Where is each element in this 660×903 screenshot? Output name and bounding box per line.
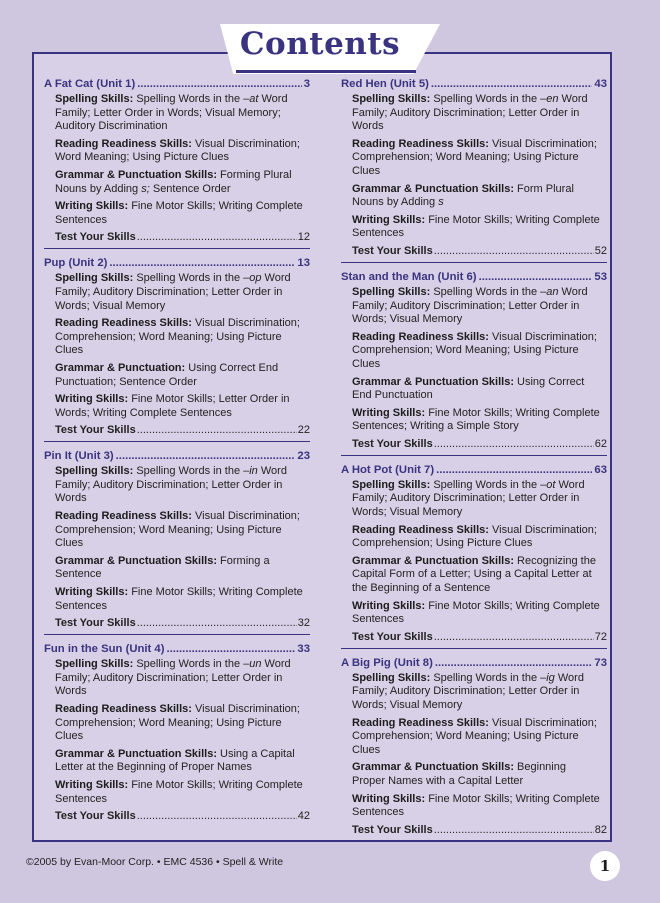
skill-text: Using Correct End Punctuation [352,375,585,402]
skill-text: Fine Motor Skills; Writing Complete Sentences; Writing a Simple Story [352,406,600,433]
dot-leader [434,438,594,450]
dot-leader [137,617,297,629]
skill-entry [352,672,607,713]
skill-text: Fine Motor Skills; Writing Complete Sentences [352,792,600,819]
skill-entry [352,793,607,820]
test-label: Test Your Skills [55,810,136,823]
left-column [44,78,310,832]
skill-label: Grammar & Punctuation Skills: [352,554,514,567]
test-page-number: 22 [297,424,310,437]
skill-label: Reading Readiness Skills: [55,703,192,715]
test-your-skills-entry[interactable] [352,245,607,259]
skill-text-continued: Word Family; Letter Order in Words; Visual Memory; Auditory Discrimination [55,93,288,133]
unit-divider [341,262,607,263]
dot-leader [137,231,297,243]
toc-unit [341,657,607,838]
skill-text: Spelling Words in the [136,658,244,671]
unit-divider [44,441,310,442]
skill-entry [55,555,310,582]
skill-emphasis: –ig [540,671,555,684]
skill-text: Visual Discrimination; Comprehension; Using Picture Clues [352,523,597,550]
skill-label: Writing Skills: [55,778,129,791]
skill-text: Visual Discrimination; Comprehension; Word Meaning; Using Picture Clues [55,703,300,743]
test-page-number: 62 [594,437,607,450]
skill-entry [352,331,607,372]
unit-page-number: 23 [297,450,310,463]
test-page-number: 52 [594,244,607,257]
skill-label: Reading Readiness Skills: [55,137,192,150]
test-your-skills-entry[interactable] [55,617,310,631]
skill-emphasis: –an [540,285,559,298]
unit-page-number: 13 [297,257,310,270]
skill-text: Visual Discrimination; Comprehension; Word Meaning; Using Picture Clues [352,330,597,370]
skill-entry [352,717,607,758]
skill-text-continued: Word Family; Auditory Discrimination; Letter Order in Words [55,658,291,698]
unit-title: A Hot Pot (Unit 7) [341,463,435,476]
skill-label: Spelling Skills: [352,285,431,298]
skill-label: Writing Skills: [55,393,129,406]
dot-leader [479,271,593,283]
right-column [341,78,607,846]
skill-emphasis: –ot [540,478,556,491]
skill-text: Visual Discrimination; Comprehension; Word Meaning; Using Picture Clues [352,716,597,756]
toc-unit [341,78,607,263]
skill-emphasis: –en [540,93,559,105]
unit-title: Pin It (Unit 3) [44,450,114,463]
skill-text: Visual Discrimination; Comprehension; Word Meaning; Using Picture Clues [55,317,300,357]
dot-leader [109,257,295,269]
footer-copyright: ©2005 by Evan-Moor Corp. • EMC 4536 • Spell & Write [26,856,284,868]
skill-label: Writing Skills: [352,213,426,226]
unit-heading[interactable] [44,450,310,465]
skill-label: Grammar & Punctuation Skills: [352,761,514,774]
skill-entry [352,138,607,179]
skill-entry [55,779,310,806]
skill-text: Recognizing the Capital Form of a Letter; Using a Capital Letter at the Beginning of a Sentence [352,554,596,595]
unit-heading[interactable] [341,271,607,286]
dot-leader [435,657,593,669]
test-label: Test Your Skills [55,424,136,437]
test-label: Test Your Skills [55,617,136,630]
skill-entry [55,658,310,699]
unit-page-number: 73 [594,656,607,669]
toc-unit [341,464,607,649]
unit-heading[interactable] [341,78,607,93]
skill-label: Grammar & Punctuation Skills: [55,747,217,760]
skill-entry [352,407,607,434]
skill-text: Form Plural Nouns by Adding [352,182,574,209]
test-page-number: 72 [594,630,607,643]
dot-leader [116,450,296,462]
skill-label: Grammar & Punctuation Skills: [55,554,217,567]
unit-page-number: 53 [594,270,607,283]
skill-entry [352,214,607,241]
page-title: Contents [239,26,401,62]
skill-entry [352,93,607,134]
skill-label: Writing Skills: [55,586,129,599]
skill-entry [352,524,607,551]
skill-text: Spelling Words in the [433,93,541,105]
skill-text: Fine Motor Skills; Letter Order in Words; Writing Complete Sentences [55,393,290,419]
unit-title: Fun in the Sun (Unit 4) [44,643,165,656]
skill-label: Writing Skills: [352,792,426,805]
skill-label: Spelling Skills: [55,272,134,285]
skill-entry [352,555,607,596]
unit-title: Stan and the Man (Unit 6) [341,270,477,283]
test-label: Test Your Skills [352,823,433,836]
skill-text: Spelling Words in the [136,93,244,105]
unit-page-number: 43 [594,78,607,90]
skill-label: Grammar & Punctuation Skills: [352,375,514,388]
skill-emphasis: –op [243,272,262,285]
skill-entry [352,183,607,210]
test-your-skills-entry[interactable] [352,631,607,645]
test-your-skills-entry[interactable] [352,438,607,452]
dot-leader [434,824,594,836]
skill-entry [55,138,310,165]
skill-label: Spelling Skills: [55,93,134,105]
dot-leader [434,245,594,257]
test-label: Test Your Skills [352,244,433,257]
skill-text: Spelling Words in the [136,272,244,285]
skill-emphasis: –in [243,465,258,478]
skill-entry [55,465,310,506]
skill-text: Fine Motor Skills; Writing Complete Sentences [55,586,303,612]
unit-heading[interactable] [341,464,607,479]
skill-entry [55,93,310,134]
unit-heading[interactable] [44,78,310,93]
unit-title: A Fat Cat (Unit 1) [44,78,136,90]
skill-text: Fine Motor Skills; Writing Complete Sentences [352,599,600,626]
dot-leader [166,643,295,655]
skill-label: Reading Readiness Skills: [55,317,192,330]
dot-leader [137,424,297,436]
skill-text-continued: Word Family; Auditory Discrimination; Letter Order in Words; Visual Memory [55,272,291,312]
skill-text-continued: Word Family; Auditory Discrimination; Letter Order in Words; Visual Memory [352,285,588,326]
test-your-skills-entry[interactable] [352,824,607,838]
skill-text-continued: Sentence Order [149,182,231,195]
unit-heading[interactable] [341,657,607,672]
test-label: Test Your Skills [55,231,136,244]
skill-entry [352,600,607,627]
skill-text: Spelling Words in the [433,671,541,684]
skill-text: Beginning Proper Names with a Capital Letter [352,761,566,787]
toc-unit [341,271,607,456]
dot-leader [137,810,297,822]
skill-label: Spelling Skills: [352,478,431,491]
skill-label: Reading Readiness Skills: [352,137,489,150]
skill-text: Forming a Sentence [55,554,270,581]
skill-text: Spelling Words in the [433,285,541,298]
skill-entry [55,393,310,420]
unit-heading[interactable] [44,643,310,658]
test-page-number: 42 [297,810,310,823]
skill-label: Grammar & Punctuation Skills: [352,182,514,195]
skill-text: Spelling Words in the [136,465,244,478]
test-your-skills-entry[interactable] [55,231,310,245]
skill-text-continued: Word Family; Auditory Discrimination; Letter Order in Words [352,93,588,133]
test-your-skills-entry[interactable] [55,424,310,438]
skill-text: Fine Motor Skills; Writing Complete Sentences [352,213,600,240]
skill-label: Reading Readiness Skills: [352,523,489,536]
toc-unit [44,643,310,824]
test-page-number: 82 [594,823,607,836]
skill-emphasis: s [438,196,444,209]
skill-label: Writing Skills: [352,599,426,612]
skill-entry [55,317,310,358]
skill-emphasis: –un [243,658,262,671]
skill-text: Using a Capital Letter at the Beginning of Proper Names [55,747,295,774]
skill-label: Writing Skills: [55,200,129,213]
dot-leader [137,78,301,90]
skill-label: Grammar & Punctuation: [55,361,186,374]
skill-label: Reading Readiness Skills: [55,510,192,523]
unit-title: Pup (Unit 2) [44,257,108,270]
skill-label: Reading Readiness Skills: [352,330,489,343]
test-label: Test Your Skills [352,630,433,643]
toc-unit [44,257,310,442]
dot-leader [431,78,593,90]
skill-text: Forming Plural Nouns by Adding [55,168,292,195]
unit-divider [44,248,310,249]
skill-entry [55,703,310,744]
test-page-number: 32 [297,617,310,630]
test-page-number: 12 [297,231,310,244]
skill-text: Visual Discrimination; Word Meaning; Using Picture Clues [55,137,300,164]
unit-title: A Big Pig (Unit 8) [341,656,433,669]
unit-divider [341,648,607,649]
skill-entry [55,200,310,227]
unit-page-number: 33 [297,643,310,656]
unit-page-number: 3 [303,78,310,90]
skill-text-continued: Word Family; Auditory Discrimination; Letter Order in Words; Visual Memory [352,478,585,519]
title-underline [236,70,416,73]
skill-entry [352,376,607,403]
skill-label: Spelling Skills: [352,93,431,105]
skill-text: Visual Discrimination; Comprehension; Word Meaning; Using Picture Clues [55,510,300,550]
skill-label: Spelling Skills: [352,671,431,684]
skill-label: Spelling Skills: [55,465,134,478]
skill-label: Spelling Skills: [55,658,134,671]
skill-emphasis: s; [141,182,150,195]
skill-text: Fine Motor Skills; Writing Complete Sentences [55,778,303,805]
unit-divider [44,634,310,635]
skill-emphasis: –at [243,93,259,105]
skill-label: Grammar & Punctuation Skills: [55,168,217,181]
skill-entry [55,510,310,551]
skill-entry [352,286,607,327]
test-your-skills-entry[interactable] [55,810,310,824]
skill-text: Fine Motor Skills; Writing Complete Sentences [55,200,303,226]
dot-leader [436,464,592,476]
skill-entry [55,272,310,313]
unit-heading[interactable] [44,257,310,272]
skill-entry [352,761,607,788]
skill-label: Writing Skills: [352,406,426,419]
unit-title: Red Hen (Unit 5) [341,78,429,90]
skill-label: Reading Readiness Skills: [352,716,489,729]
skill-entry [55,748,310,775]
skill-text: Spelling Words in the [433,478,541,491]
skill-text: Using Correct End Punctuation; Sentence Order [55,361,279,388]
skill-entry [55,586,310,613]
unit-divider [341,455,607,456]
toc-unit [44,78,310,249]
skill-entry [55,362,310,389]
test-label: Test Your Skills [352,437,433,450]
skill-entry [352,479,607,520]
page-number: 1 [590,851,620,881]
skill-text-continued: Word Family; Auditory Discrimination; Letter Order in Words; Visual Memory [352,671,584,711]
unit-page-number: 63 [594,463,607,476]
skill-entry [55,169,310,196]
dot-leader [434,631,594,643]
skill-text: Visual Discrimination; Comprehension; Word Meaning; Using Picture Clues [352,137,597,177]
skill-text-continued: Word Family; Auditory Discrimination; Letter Order in Words [55,465,287,505]
toc-unit [44,450,310,635]
